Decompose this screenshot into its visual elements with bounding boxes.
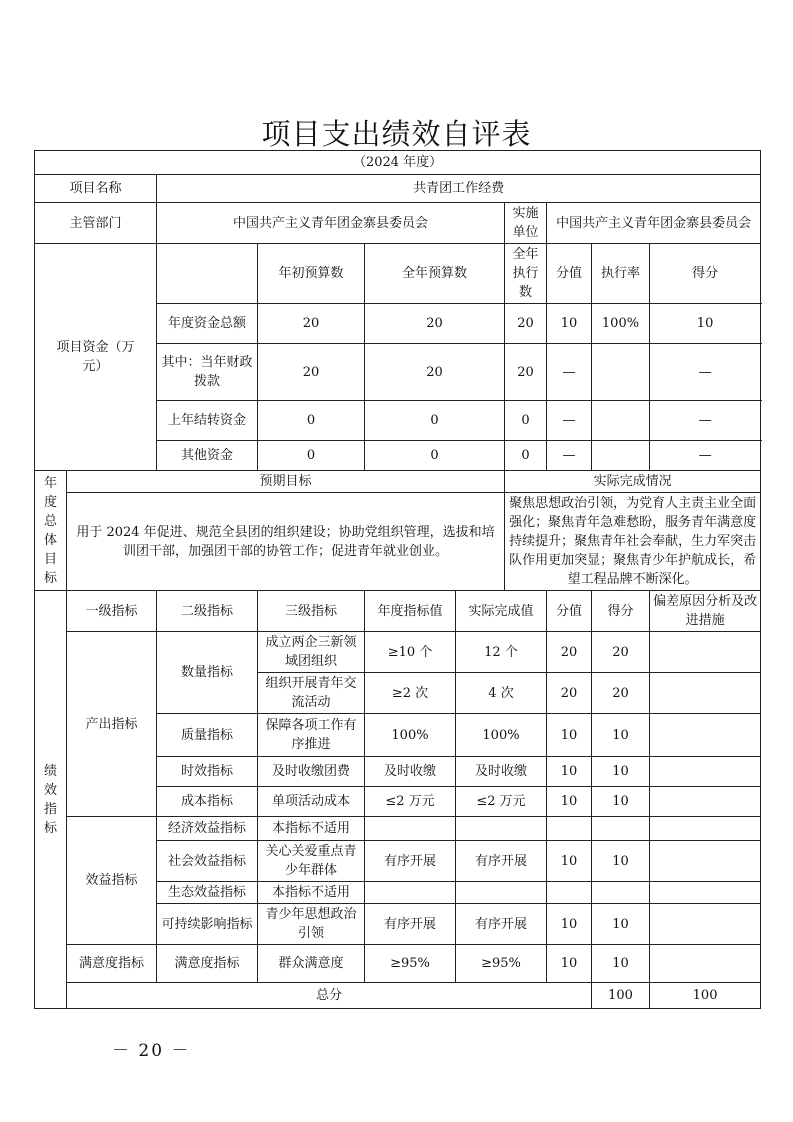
note-cell — [650, 817, 761, 841]
table-row — [35, 632, 761, 673]
funds-cell: 10 — [650, 304, 761, 344]
funds-cell: 0 — [365, 441, 505, 471]
score-value-cell — [547, 817, 592, 841]
level2-economic: 经济效益指标 — [157, 817, 258, 841]
note-cell — [650, 787, 761, 817]
level3-cell: 本指标不适用 — [258, 817, 365, 841]
funds-section-label: 项目资金（万元） — [35, 244, 157, 471]
annual-goal-section-label: 年度总体目标 — [35, 471, 67, 591]
funds-cell: 0 — [365, 401, 505, 441]
funds-cell: — — [650, 344, 761, 401]
score-value-cell: 10 — [547, 714, 592, 757]
score-value-cell: 10 — [547, 787, 592, 817]
level1-satisfaction: 满意度指标 — [67, 945, 157, 983]
funds-header-blank — [157, 244, 258, 304]
note-cell — [650, 904, 761, 945]
funds-cell: 20 — [365, 304, 505, 344]
funds-cell — [592, 344, 650, 401]
target-cell: ≥10 个 — [365, 632, 456, 673]
actual-cell: 及时收缴 — [456, 757, 547, 787]
level3-cell: 成立两企三新领域团组织 — [258, 632, 365, 673]
target-cell: ≥2 次 — [365, 673, 456, 714]
target-cell: 100% — [365, 714, 456, 757]
funds-header: 全年执行数 — [505, 244, 547, 304]
score-value-cell: 10 — [547, 757, 592, 787]
level3-cell: 单项活动成本 — [258, 787, 365, 817]
level1-output: 产出指标 — [67, 632, 157, 817]
perf-header: 二级指标 — [157, 591, 258, 632]
funds-cell — [592, 401, 650, 441]
actual-cell — [456, 882, 547, 904]
supervising-dept-value: 中国共产主义青年团金寨县委员会 — [157, 203, 505, 244]
actual-cell: 100% — [456, 714, 547, 757]
funds-cell: 10 — [547, 304, 592, 344]
note-cell — [650, 882, 761, 904]
expected-goal-header: 预期目标 — [67, 471, 505, 493]
performance-self-evaluation-table — [34, 150, 761, 1009]
target-cell: ≥95% — [365, 945, 456, 983]
supervising-dept-label: 主管部门 — [35, 203, 157, 244]
funds-row-label: 其他资金 — [157, 441, 258, 471]
score-cell — [592, 882, 650, 904]
level2-quantity: 数量指标 — [157, 632, 258, 714]
level3-cell: 本指标不适用 — [258, 882, 365, 904]
funds-header: 分值 — [547, 244, 592, 304]
funds-cell: — — [650, 441, 761, 471]
score-cell: 10 — [592, 945, 650, 983]
perf-header: 得分 — [592, 591, 650, 632]
level3-cell: 及时收缴团费 — [258, 757, 365, 787]
funds-cell: — — [650, 401, 761, 441]
table-row — [35, 945, 761, 983]
level2-satisfaction: 满意度指标 — [157, 945, 258, 983]
note-cell — [650, 714, 761, 757]
actual-cell: ≤2 万元 — [456, 787, 547, 817]
actual-cell: 有序开展 — [456, 904, 547, 945]
perf-header: 一级指标 — [67, 591, 157, 632]
page-title: 项目支出绩效自评表 — [261, 117, 532, 151]
note-cell — [650, 945, 761, 983]
score-cell: 20 — [592, 673, 650, 714]
perf-header: 偏差原因分析及改进措施 — [650, 591, 761, 632]
perf-header: 分值 — [547, 591, 592, 632]
note-cell — [650, 673, 761, 714]
score-cell: 10 — [592, 714, 650, 757]
level2-social: 社会效益指标 — [157, 841, 258, 882]
score-value-cell: 20 — [547, 632, 592, 673]
score-cell — [592, 817, 650, 841]
target-cell: 有序开展 — [365, 841, 456, 882]
actual-result-header: 实际完成情况 — [505, 471, 761, 493]
funds-row-label: 上年结转资金 — [157, 401, 258, 441]
funds-cell: — — [547, 441, 592, 471]
note-cell — [650, 757, 761, 787]
level3-cell: 关心关爱重点青少年群体 — [258, 841, 365, 882]
score-value-cell: 10 — [547, 904, 592, 945]
total-label: 总分 — [67, 983, 592, 1009]
funds-row-label: 其中：当年财政拨款 — [157, 344, 258, 401]
funds-cell: — — [547, 344, 592, 401]
level3-cell: 组织开展青年交流活动 — [258, 673, 365, 714]
funds-cell: 20 — [258, 344, 365, 401]
perf-header: 三级指标 — [258, 591, 365, 632]
level2-sustainable: 可持续影响指标 — [157, 904, 258, 945]
perf-header: 年度指标值 — [365, 591, 456, 632]
score-cell: 10 — [592, 841, 650, 882]
implementing-unit-label: 实施单位 — [505, 203, 547, 244]
level3-cell: 青少年思想政治引领 — [258, 904, 365, 945]
expected-goal-text: 用于 2024 年促进、规范全县团的组织建设；协助党组织管理，选拔和培训团干部，加强团干部的协管工作；促进青年就业创业。 — [67, 493, 505, 591]
level2-quality: 质量指标 — [157, 714, 258, 757]
target-cell: ≤2 万元 — [365, 787, 456, 817]
level3-cell: 保障各项工作有序推进 — [258, 714, 365, 757]
implementing-unit-value: 中国共产主义青年团金寨县委员会 — [547, 203, 761, 244]
funds-cell: — — [547, 401, 592, 441]
funds-cell: 0 — [258, 401, 365, 441]
funds-cell — [592, 441, 650, 471]
funds-cell: 20 — [505, 344, 547, 401]
score-value-cell: 10 — [547, 945, 592, 983]
score-value-cell: 10 — [547, 841, 592, 882]
funds-cell: 0 — [505, 401, 547, 441]
page-number: － 20 － — [112, 1041, 191, 1061]
target-cell — [365, 817, 456, 841]
level2-ecological: 生态效益指标 — [157, 882, 258, 904]
actual-cell: 12 个 — [456, 632, 547, 673]
funds-header: 全年预算数 — [365, 244, 505, 304]
score-cell: 10 — [592, 757, 650, 787]
total-score: 100 — [650, 983, 761, 1009]
table-row — [35, 817, 761, 841]
score-cell: 20 — [592, 632, 650, 673]
actual-result-text: 聚焦思想政治引领，为党育人主责主业全面强化；聚焦青年急难愁盼，服务青年满意度持续提升；聚焦青年社会奉献，生力军突击队作用更加突显；聚焦青少年护航成长，希望工程品牌不断深化。 — [505, 493, 761, 591]
score-value-cell: 20 — [547, 673, 592, 714]
actual-cell: 4 次 — [456, 673, 547, 714]
target-cell: 有序开展 — [365, 904, 456, 945]
actual-cell: 有序开展 — [456, 841, 547, 882]
total-score-value: 100 — [592, 983, 650, 1009]
target-cell — [365, 882, 456, 904]
note-cell — [650, 632, 761, 673]
level2-cost: 成本指标 — [157, 787, 258, 817]
project-name-label: 项目名称 — [35, 175, 157, 203]
funds-cell: 20 — [505, 304, 547, 344]
funds-header: 执行率 — [592, 244, 650, 304]
score-value-cell — [547, 882, 592, 904]
target-cell: 及时收缴 — [365, 757, 456, 787]
level1-benefit: 效益指标 — [67, 817, 157, 945]
score-cell: 10 — [592, 904, 650, 945]
funds-header: 得分 — [650, 244, 761, 304]
project-name-value: 共青团工作经费 — [157, 175, 761, 203]
year-label: （2024 年度） — [35, 151, 761, 175]
total-row — [35, 983, 761, 1009]
level3-cell: 群众满意度 — [258, 945, 365, 983]
funds-cell: 20 — [365, 344, 505, 401]
funds-cell: 100% — [592, 304, 650, 344]
note-cell — [650, 841, 761, 882]
perf-section-label: 绩效指标 — [35, 591, 67, 1009]
score-cell: 10 — [592, 787, 650, 817]
funds-cell: 0 — [505, 441, 547, 471]
actual-cell: ≥95% — [456, 945, 547, 983]
funds-cell: 20 — [258, 304, 365, 344]
funds-cell: 0 — [258, 441, 365, 471]
funds-header: 年初预算数 — [258, 244, 365, 304]
funds-row-label: 年度资金总额 — [157, 304, 258, 344]
level2-timeliness: 时效指标 — [157, 757, 258, 787]
perf-header: 实际完成值 — [456, 591, 547, 632]
actual-cell — [456, 817, 547, 841]
